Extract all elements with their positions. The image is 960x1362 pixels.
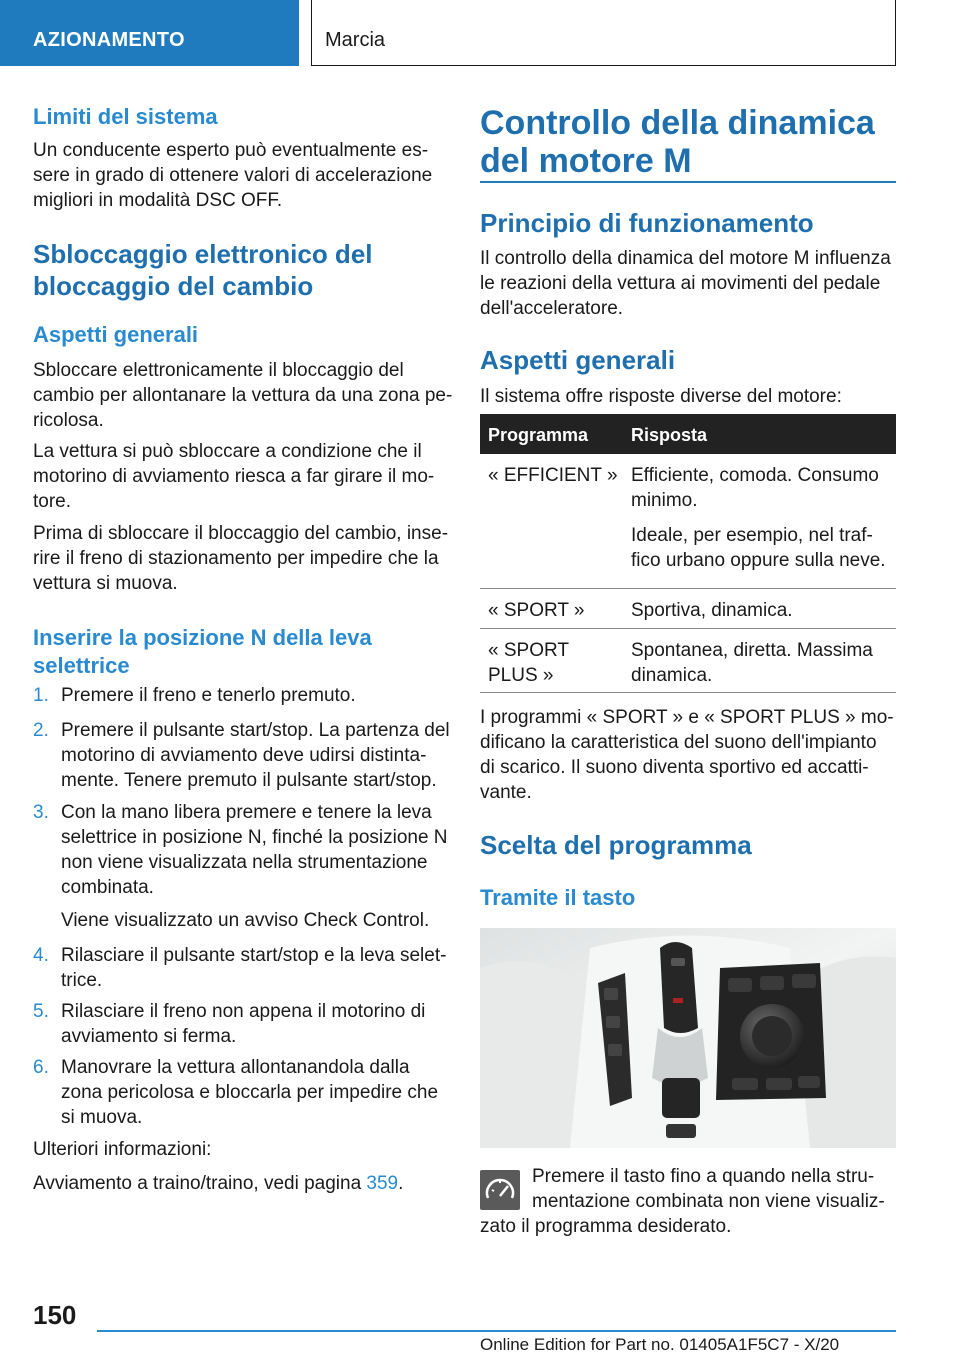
step-text: Rilasciare il pulsante start/stop e la leva selet- trice.	[61, 945, 447, 991]
paragraph-limiti: Un conducente esperto può eventualmente es- sere in grado di ottenere valori di accelerazione migliori in modalità DSC OFF.	[33, 140, 433, 211]
step-text: Premere il freno e tenerlo premuto.	[61, 685, 356, 706]
table-header	[480, 414, 896, 454]
title-divider	[480, 181, 896, 183]
avviamento-ref: Avviamento a traino/traino, vedi pagina 359.	[33, 1173, 404, 1194]
heading-sbloccaggio: Sbloccaggio elettronico del bloccaggio del cambio	[33, 239, 373, 301]
table-cell: « EFFICIENT »	[488, 465, 618, 486]
table-header-cell: Programma	[488, 425, 589, 445]
step-text: Rilasciare il freno non appena il motorino di avviamento si ferma.	[61, 1001, 426, 1047]
paragraph-principio: Il controllo della dinamica del motore M influenza le reazioni della vettura ai movimenti del pedale dell'acceleratore.	[480, 248, 891, 319]
section-tab	[0, 0, 299, 66]
step-text: Manovrare la vettura allontanandola dalla zona pericolosa e bloccarla per impedire che si muova.	[61, 1057, 439, 1128]
note-text-last: zato il programma desiderato.	[480, 1216, 732, 1237]
table-cell: Sportiva, dinamica.	[631, 600, 793, 621]
driving-mode-icon	[480, 1170, 520, 1210]
table-cell: Efficiente, comoda. Consumo minimo. Ideale, per esempio, nel traf- fico urbano oppure sulla neve.	[631, 465, 886, 571]
section-title: AZIONAMENTO	[33, 29, 185, 51]
paragraph-programmi: I programmi « SPORT » e « SPORT PLUS » mo- dificano la caratteristica del suono dell'impianto di scarico. Il suono diventa sportivo ed accatti- vante.	[480, 707, 894, 803]
step-number: 2.	[33, 720, 49, 741]
paragraph-aspetti-3: Prima di sbloccare il bloccaggio del cambio, inse- rire il freno di stazionamento per impedire che la vettura si muova.	[33, 523, 449, 594]
table-row	[480, 589, 896, 629]
paragraph-aspetti-right: Il sistema offre risposte diverse del motore:	[480, 386, 842, 407]
subsection-box	[311, 0, 896, 66]
heading-tramite: Tramite il tasto	[480, 885, 636, 910]
subsection-title: Marcia	[325, 29, 386, 51]
page-number: 150	[33, 1300, 77, 1330]
console-illustration	[480, 928, 896, 1148]
console-photo	[480, 928, 896, 1148]
step-number: 5.	[33, 1001, 49, 1022]
footer-divider	[97, 1330, 896, 1332]
footer-edition: Online Edition for Part no. 01405A1F5C7 - X/20	[480, 1335, 840, 1354]
step-note: Viene visualizzato un avviso Check Control.	[61, 910, 430, 931]
heading-inserire: Inserire la posizione N della leva selettrice	[33, 625, 372, 678]
heading-aspetti-right: Aspetti generali	[480, 345, 676, 375]
step-number: 6.	[33, 1057, 49, 1078]
step-number: 4.	[33, 945, 49, 966]
ulteriori-label: Ulteriori informazioni:	[33, 1139, 212, 1160]
heading-limiti: Limiti del sistema	[33, 104, 218, 129]
table-cell: Spontanea, diretta. Massima dinamica.	[631, 640, 873, 686]
paragraph-aspetti-1: Sbloccare elettronicamente il bloccaggio del cambio per allontanare la vettura da una zona pe- ricolosa.	[33, 360, 453, 431]
heading-scelta: Scelta del programma	[480, 830, 752, 860]
table-row	[480, 629, 896, 693]
table-header-cell: Risposta	[631, 425, 708, 445]
program-table	[480, 414, 896, 693]
step-number: 3.	[33, 802, 49, 823]
table-cell: « SPORT PLUS »	[488, 640, 569, 686]
paragraph-aspetti-2: La vettura si può sbloccare a condizione che il motorino di avviamento riesca a far girare il mo- tore.	[33, 441, 435, 512]
table-row	[480, 454, 896, 589]
note-text-indent: Premere il tasto fino a quando nella stru- mentazione combinata non viene visualiz-	[532, 1166, 885, 1212]
page-link[interactable]: 359	[366, 1173, 399, 1194]
table-cell: « SPORT »	[488, 600, 585, 621]
page-title: Controllo della dinamica del motore M	[480, 104, 875, 180]
heading-principio: Principio di funzionamento	[480, 208, 814, 238]
heading-aspetti-left: Aspetti generali	[33, 322, 199, 347]
step-text: Con la mano libera premere e tenere la leva selettrice in posizione N, finché la posizione N non viene visualizzata nella strumentazione combinata.	[61, 802, 448, 898]
step-number: 1.	[33, 685, 49, 706]
step-text: Premere il pulsante start/stop. La partenza del motorino di avviamento deve udirsi distinta- mente. Tenere premuto il pulsante start/stop.	[61, 720, 450, 791]
